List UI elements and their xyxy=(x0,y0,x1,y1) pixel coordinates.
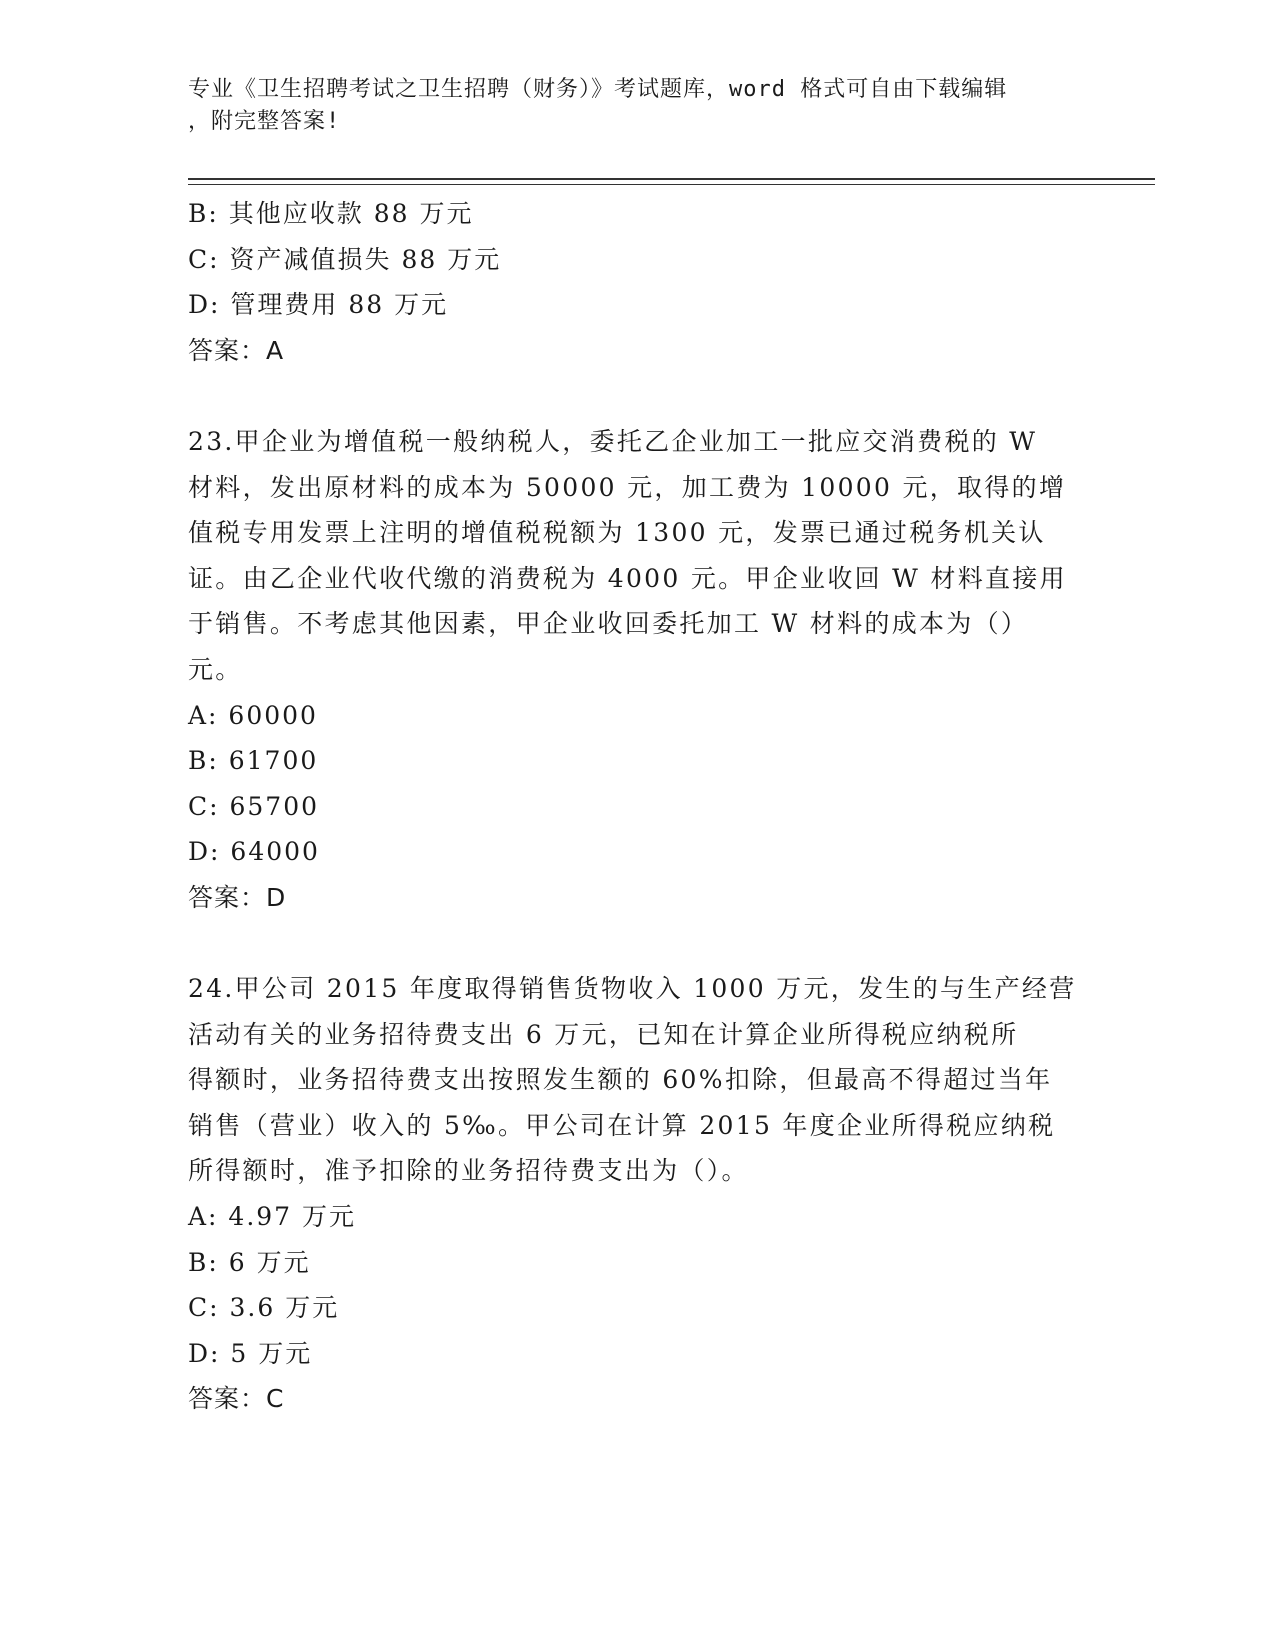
option-b: B: 61700 xyxy=(188,746,319,776)
question-stem-line: 活动有关的业务招待费支出 6 万元，已知在计算企业所得税应纳税所 xyxy=(188,1019,1019,1049)
question-stem-line: 销售（营业）收入的 5‰。甲公司在计算 2015 年度企业所得税应纳税 xyxy=(188,1110,1056,1140)
question-23 xyxy=(188,419,1088,921)
option-d: D: 64000 xyxy=(188,837,320,867)
question-stem-line: 24.甲公司 2015 年度取得销售货物收入 1000 万元，发生的与生产经营 xyxy=(188,974,1077,1004)
option-c: C: 65700 xyxy=(188,791,320,821)
question-stem-line: 23.甲企业为增值税一般纳税人，委托乙企业加工一批应交消费税的 W xyxy=(188,426,1038,456)
document-header xyxy=(188,74,1068,138)
answer-line: 答案：A xyxy=(188,335,285,365)
question-stem-line: 值税专用发票上注明的增值税税额为 1300 元，发票已通过税务机关认 xyxy=(188,518,1046,548)
header-line-1: 专业《卫生招聘考试之卫生招聘（财务）》考试题库，word 格式可自由下载编辑 xyxy=(188,77,1008,102)
question-stem-line: 材料，发出原材料的成本为 50000 元，加工费为 10000 元，取得的增 xyxy=(188,472,1067,502)
question-stem-line: 得额时，业务招待费支出按照发生额的 60%扣除，但最高不得超过当年 xyxy=(188,1065,1053,1095)
option-a: A: 60000 xyxy=(188,700,318,730)
header-rule-thin xyxy=(188,184,1155,185)
question-24 xyxy=(188,966,1088,1422)
option-b: B: 6 万元 xyxy=(188,1247,311,1277)
option-c: C: 资产减值损失 88 万元 xyxy=(188,244,502,274)
option-a: A: 4.97 万元 xyxy=(188,1202,357,1232)
answer-line: 答案：C xyxy=(188,1384,285,1414)
header-rule-thick xyxy=(188,178,1155,180)
header-line-2: ，附完整答案! xyxy=(188,109,341,134)
option-c: C: 3.6 万元 xyxy=(188,1293,340,1323)
question-stem-line: 证。由乙企业代收代缴的消费税为 4000 元。甲企业收回 W 材料直接用 xyxy=(188,563,1067,593)
question-stem-line: 元。 xyxy=(188,654,243,684)
option-b: B: 其他应收款 88 万元 xyxy=(188,199,474,228)
question-list xyxy=(188,191,1088,1422)
question-stem-line: 所得额时，准予扣除的业务招待费支出为（）。 xyxy=(188,1156,749,1186)
option-d: D: 管理费用 88 万元 xyxy=(188,290,449,320)
answer-line: 答案：D xyxy=(188,882,287,912)
question-stem-line: 于销售。不考虑其他因素，甲企业收回委托加工 W 材料的成本为（） xyxy=(188,609,1029,639)
question-22-tail xyxy=(188,191,1088,373)
option-d: D: 5 万元 xyxy=(188,1338,313,1368)
